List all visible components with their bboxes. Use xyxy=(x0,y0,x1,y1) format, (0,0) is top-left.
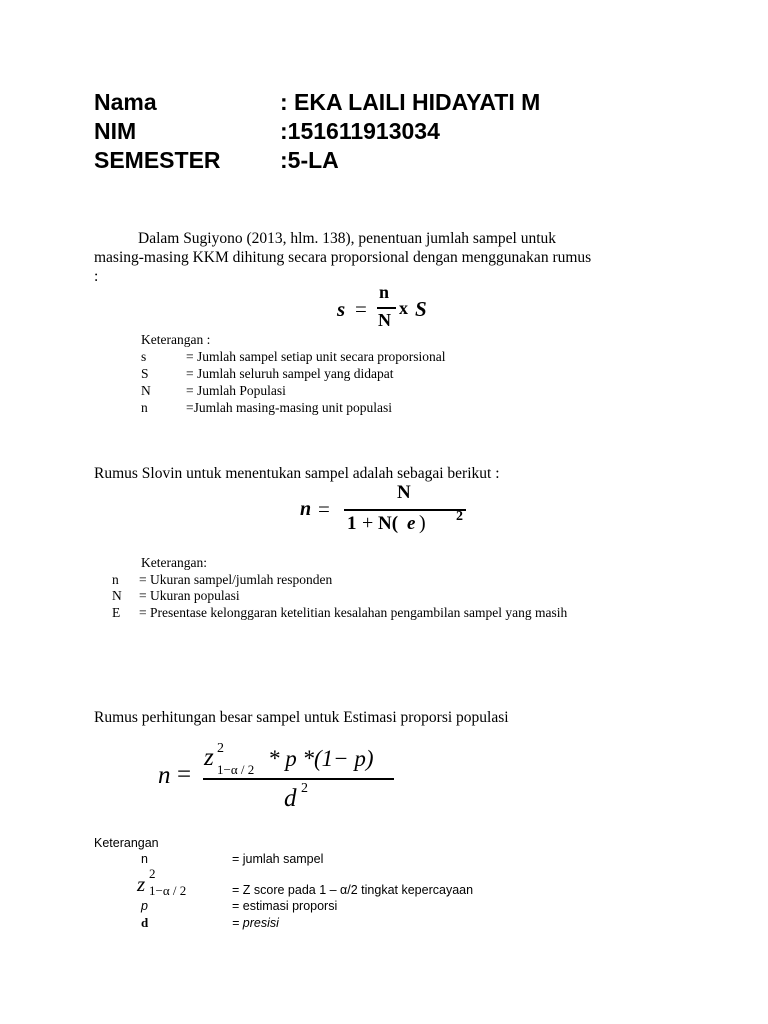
den-one: 1 xyxy=(347,513,357,534)
paragraph-line-1: Dalam Sugiyono (2013, hlm. 138), penentuan jumlah sampel untuk xyxy=(138,230,557,247)
formula-rhs: S xyxy=(415,297,427,321)
name-value: : EKA LAILI HIDAYATI M xyxy=(280,89,541,115)
den-plus: + xyxy=(362,512,374,534)
keterangan-title-1: Keterangan : xyxy=(141,332,211,347)
ket-description: = Z score pada 1 – α/2 tingkat kepercayaan xyxy=(232,883,474,897)
ket-symbol: n xyxy=(112,572,119,587)
ket-symbol: E xyxy=(112,605,121,620)
den-exponent: 2 xyxy=(456,509,463,524)
ket-symbol: N xyxy=(141,383,151,398)
den-close: ) xyxy=(419,512,426,534)
formula-eq: = xyxy=(318,497,330,521)
ket-description: = Jumlah sampel setiap unit secara proporsional xyxy=(186,349,446,364)
ket-symbol: s xyxy=(141,349,147,364)
formula-numerator: N xyxy=(397,482,411,503)
keterangan-title-2: Keterangan: xyxy=(141,555,207,570)
ket-description: = Ukuran populasi xyxy=(139,588,240,603)
semester-label: SEMESTER xyxy=(94,147,221,173)
ket-symbol-z-sup: 2 xyxy=(149,866,156,881)
formula-numerator: n xyxy=(379,282,390,302)
formula-z-sub: 1−α / 2 xyxy=(217,762,255,777)
ket-symbol-z-sub: 1−α / 2 xyxy=(149,883,187,898)
semester-value: :5-LA xyxy=(280,147,339,173)
ket-description: = presisi xyxy=(232,916,279,930)
formula-z-sup: 2 xyxy=(217,741,224,756)
fraction-bar xyxy=(203,778,394,780)
ket-description: = jumlah sampel xyxy=(232,852,324,866)
ket-symbol: d xyxy=(141,915,149,930)
formula-times: x xyxy=(399,298,408,318)
ket-description: =Jumlah masing-masing unit populasi xyxy=(186,400,392,415)
formula-eq: = xyxy=(177,761,192,788)
slovin-intro: Rumus Slovin untuk menentukan sampel adalah sebagai berikut : xyxy=(94,465,500,482)
formula-lhs: n xyxy=(158,762,171,789)
ket-symbol: S xyxy=(141,366,149,381)
formula-denominator: N xyxy=(378,310,391,330)
estimasi-intro: Rumus perhitungan besar sampel untuk Estimasi proporsi populasi xyxy=(94,709,509,726)
ket-description: = Ukuran sampel/jumlah responden xyxy=(139,572,333,587)
paragraph-line-2: masing-masing KKM dihitung secara proporsional dengan menggunakan rumus xyxy=(94,249,592,266)
ket-symbol: p xyxy=(141,899,148,913)
nim-label: NIM xyxy=(94,118,137,144)
formula-lhs: n xyxy=(300,498,312,520)
ket-description: = Jumlah seluruh sampel yang didapat xyxy=(186,366,394,381)
ket-symbol: n xyxy=(141,852,148,866)
name-label: Nama xyxy=(94,89,157,115)
fraction-bar xyxy=(377,307,396,309)
ket-symbol: N xyxy=(112,588,122,603)
formula-z: z xyxy=(204,744,214,771)
paragraph-line-3: : xyxy=(94,268,99,285)
ket-symbol-z: z xyxy=(137,872,146,896)
ket-description: = Jumlah Populasi xyxy=(186,383,286,398)
den-e: e xyxy=(407,513,416,534)
formula-eq: = xyxy=(355,297,367,321)
formula-den: d xyxy=(284,785,297,812)
ket-description: = Presentase kelonggaran ketelitian kesalahan pengambilan sampel yang masih xyxy=(139,605,568,620)
ket-symbol: n xyxy=(141,400,148,415)
formula-lhs: s xyxy=(337,297,346,321)
den-N: N( xyxy=(378,513,399,534)
ket-description: = estimasi proporsi xyxy=(232,899,338,913)
formula-rest: * p *(1− p) xyxy=(268,746,374,771)
formula-den-sup: 2 xyxy=(301,781,308,796)
fraction-bar xyxy=(344,509,466,511)
nim-value: :151611913034 xyxy=(280,118,440,144)
keterangan-title-3: Keterangan xyxy=(94,836,159,850)
